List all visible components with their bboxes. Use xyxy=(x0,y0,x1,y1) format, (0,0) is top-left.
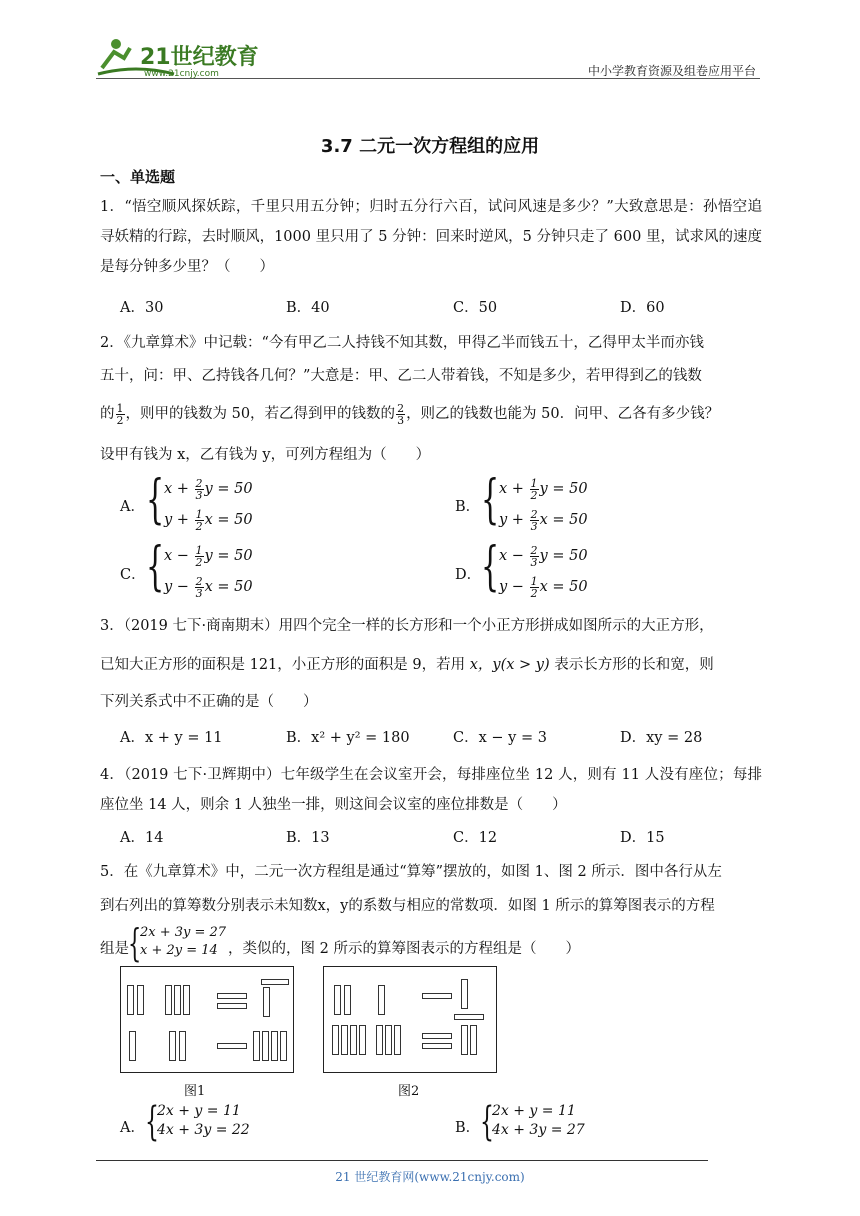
figure-1-caption: 图1 xyxy=(184,1084,206,1099)
platform-name: 中小学教育资源及组卷应用平台 xyxy=(587,64,756,78)
rod xyxy=(341,1025,348,1055)
q2-option-c-label[interactable]: C． xyxy=(120,567,146,583)
rod xyxy=(271,1031,278,1061)
rod xyxy=(344,985,351,1015)
rod xyxy=(280,1031,287,1061)
rod xyxy=(263,987,270,1017)
rod xyxy=(332,1025,339,1055)
q2-line-3: 的 $\frac{1}{2}$ ，则甲的钱数为 50，若乙得到甲的钱数的 $\frac{2}{3}$ ，则乙的钱数也能为 50．问甲、乙各有多少钱？ xyxy=(100,401,720,427)
q3-line-2: 已知大正方形的面积是 121，小正方形的面积是 9，若用 x，y(x > y) 表示长方形的长和宽，则 xyxy=(100,657,714,673)
q1-option-d[interactable]: D．60 xyxy=(620,300,665,316)
q2-line-2: 五十，问：甲、乙持钱各几何？”大意是：甲、乙二人带着钱，不知是多少，若甲得到乙的钱数 xyxy=(100,368,702,384)
q2-line-4: 设甲有钱为 x，乙有钱为 y，可列方程组为（ ） xyxy=(100,447,431,463)
q4-option-d[interactable]: D．15 xyxy=(620,830,665,846)
rod xyxy=(461,979,468,1009)
q5-line-3a: 组是 xyxy=(100,941,129,957)
question-1-text: 1．“悟空顺风探妖踪，千里只用五分钟；归时五分行六百，试问风速是多少？”大致意思是：孙悟空追寻妖精的行踪，去时顺风，1000 里只用了 5 分钟：回来时逆风，5 分钟只走了 600 里，试求风的速度是每分钟多少里？（ ） xyxy=(100,199,762,275)
q5-option-b-label[interactable]: B． xyxy=(455,1120,481,1136)
q3-line-3: 下列关系式中不正确的是（ ） xyxy=(100,694,318,710)
rod xyxy=(422,1033,452,1039)
q5-option-a-label[interactable]: A． xyxy=(120,1120,145,1136)
rod xyxy=(378,985,385,1015)
q1-option-c[interactable]: C．50 xyxy=(453,300,498,316)
rod xyxy=(470,1025,477,1055)
site-logo xyxy=(96,34,266,78)
q4-option-c[interactable]: C．12 xyxy=(453,830,498,846)
q5-line-1: 5．在《九章算术》中，二元一次方程组是通过“算筹”摆放的，如图 1、图 2 所示．图中各行从左 xyxy=(100,864,722,880)
q1-option-b[interactable]: B．40 xyxy=(286,300,330,316)
rod xyxy=(334,985,341,1015)
rod xyxy=(359,1025,366,1055)
rod xyxy=(376,1025,383,1055)
q5-line-3b: ，类似的，图 2 所示的算筹图表示的方程组是（ ） xyxy=(228,941,580,957)
header-rule xyxy=(96,78,760,79)
rod xyxy=(454,1014,484,1020)
question-4-text: 4．（2019 七下·卫辉期中）七年级学生在会议室开会，每排座位坐 12 人，则有 11 人没有座位；每排座位坐 14 人，则余 1 人独坐一排，则这间会议室的座位排数是（ ） xyxy=(100,767,762,813)
rod xyxy=(174,985,181,1015)
section-heading: 一、单选题 xyxy=(100,168,176,186)
q3-option-b[interactable]: B．x² + y² = 180 xyxy=(286,730,410,746)
rod xyxy=(262,1031,269,1061)
rod xyxy=(183,985,190,1015)
q5-line-2: 到右列出的算筹数分别表示未知数x，y的系数与相应的常数项．如图 1 所示的算筹图表示的方程 xyxy=(100,898,715,914)
q2-line-1: 2．《九章算术》中记载：“今有甲乙二人持钱不知其数，甲得乙半而钱五十，乙得甲太半而亦钱 xyxy=(100,335,704,351)
rod xyxy=(217,993,247,999)
rod xyxy=(137,985,144,1015)
rod xyxy=(217,1003,247,1009)
counting-rod-figure-2 xyxy=(323,966,497,1073)
rod xyxy=(422,1043,452,1049)
page-title: 3.7 二元一次方程组的应用 xyxy=(320,136,540,157)
rod xyxy=(422,993,452,999)
rod xyxy=(253,1031,260,1061)
rod xyxy=(169,1031,176,1061)
q1-option-a[interactable]: A．30 xyxy=(120,300,164,316)
rod xyxy=(179,1031,186,1061)
svg-text:21世纪教育: 21世纪教育 xyxy=(140,45,259,70)
svg-text:www.21cnjy.com: www.21cnjy.com xyxy=(144,69,219,78)
q3-option-a[interactable]: A．x + y = 11 xyxy=(120,730,223,746)
rod xyxy=(385,1025,392,1055)
q4-option-a[interactable]: A．14 xyxy=(120,830,164,846)
rod xyxy=(394,1025,401,1055)
rod xyxy=(261,979,289,985)
q3-option-d[interactable]: D．xy = 28 xyxy=(620,730,703,746)
q2-option-b-label[interactable]: B． xyxy=(455,499,481,515)
rod xyxy=(129,1031,136,1061)
q2-option-a-label[interactable]: A． xyxy=(120,499,145,515)
rod xyxy=(127,985,134,1015)
q3-line-1: 3．（2019 七下·商南期末）用四个完全一样的长方形和一个小正方形拼成如图所示的大正方形， xyxy=(100,618,714,634)
q4-option-b[interactable]: B．13 xyxy=(286,830,330,846)
rod xyxy=(350,1025,357,1055)
rod xyxy=(461,1025,468,1055)
figure-2-caption: 图2 xyxy=(398,1084,420,1099)
q2-option-d-label[interactable]: D． xyxy=(455,567,482,583)
rod xyxy=(217,1043,247,1049)
rod xyxy=(165,985,172,1015)
footer-text: 21 世纪教育网(www.21cnjy.com) xyxy=(335,1170,525,1184)
counting-rod-figure-1 xyxy=(120,966,294,1073)
footer-rule xyxy=(96,1160,708,1161)
q3-option-c[interactable]: C．x − y = 3 xyxy=(453,730,547,746)
